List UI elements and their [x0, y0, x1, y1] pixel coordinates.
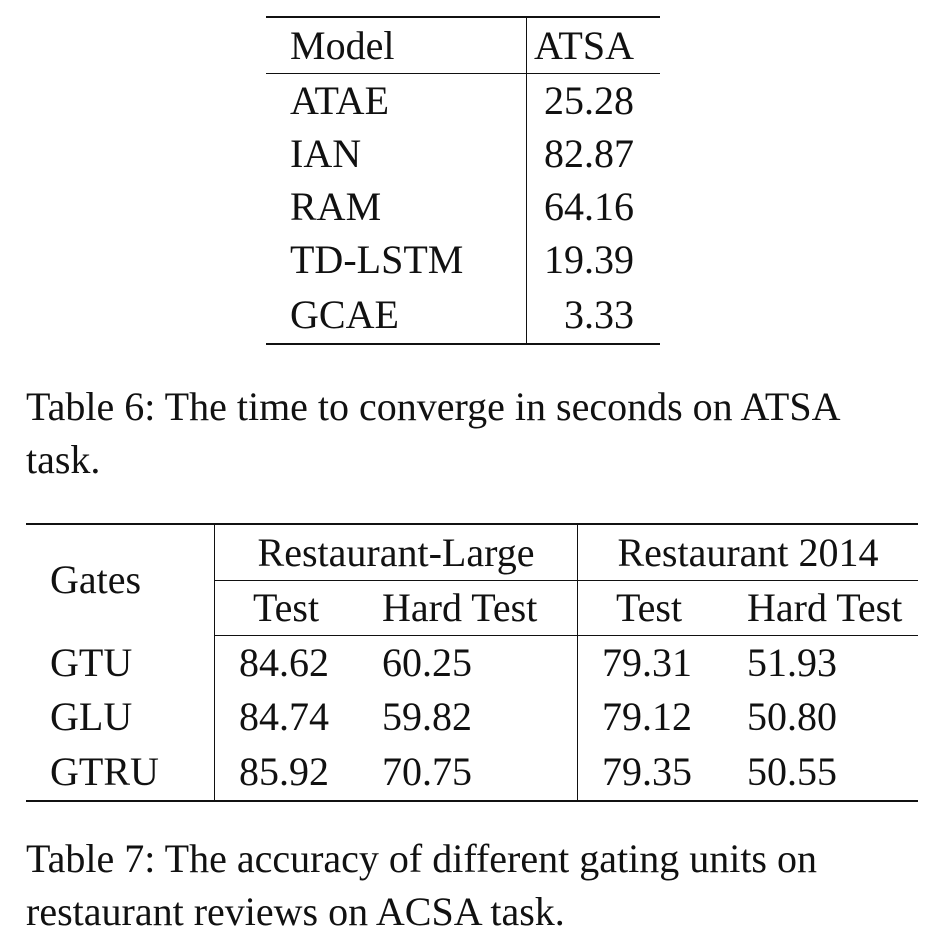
table-7-group-header-row: [26, 524, 918, 581]
caption-line: Table 7: The accuracy of different gating units on: [26, 836, 817, 881]
table-row: [266, 233, 660, 286]
col-header-hard-test: Hard Test: [747, 581, 918, 636]
table-row: [26, 744, 918, 801]
model-cell: RAM: [266, 180, 527, 233]
value-cell-best: 51.93: [747, 640, 837, 685]
table-row: [26, 636, 918, 691]
value-cell: 59.82: [382, 690, 578, 744]
table-row: [266, 180, 660, 233]
col-group-restaurant-2014: Restaurant 2014: [578, 524, 919, 581]
caption-line: Table 6: The time to converge in seconds on ATSA: [26, 384, 841, 429]
atsa-cell: 3.33: [527, 286, 661, 344]
atsa-cell: 82.87: [544, 131, 634, 176]
value-cell: 50.55: [747, 744, 918, 801]
atsa-cell: 64.16: [544, 184, 634, 229]
col-header-atsa: ATSA: [527, 17, 661, 74]
col-header-gates: Gates: [26, 524, 215, 636]
caption-line: task.: [26, 437, 101, 482]
model-cell: IAN: [266, 127, 527, 180]
value-cell: 84.74: [239, 694, 329, 739]
value-cell-best: 70.75: [382, 744, 578, 801]
table-6-header-row: [266, 17, 660, 74]
col-header-model: Model: [266, 17, 527, 74]
table-row: [266, 286, 660, 344]
table-row: [26, 690, 918, 744]
col-header-test: Test: [578, 581, 748, 636]
table-7: [26, 523, 918, 802]
value-cell: 84.62: [239, 640, 329, 685]
model-cell: ATAE: [266, 74, 527, 128]
atsa-cell: 19.39: [544, 237, 634, 282]
value-cell: 50.80: [747, 694, 837, 739]
caption-line: restaurant reviews on ACSA task.: [26, 889, 565, 934]
value-cell-best: 85.92: [215, 744, 383, 801]
gate-cell: GTRU: [26, 744, 215, 801]
value-cell: 79.31: [602, 640, 692, 685]
table-6: [266, 16, 660, 345]
model-cell: TD-LSTM: [266, 233, 527, 286]
value-cell: 60.25: [382, 636, 578, 691]
gate-cell: GTU: [26, 636, 215, 691]
table-7-caption: [26, 832, 817, 938]
value-cell-best: 79.35: [578, 744, 748, 801]
gate-cell: GLU: [26, 690, 215, 744]
table-row: [266, 74, 660, 128]
table-6-caption: [26, 380, 840, 486]
model-cell: GCAE: [266, 286, 527, 344]
col-header-test: Test: [215, 581, 383, 636]
col-group-restaurant-large: Restaurant-Large: [215, 524, 578, 581]
table-row: [266, 127, 660, 180]
col-header-hard-test: Hard Test: [382, 581, 578, 636]
value-cell: 79.12: [602, 694, 692, 739]
atsa-cell: 25.28: [544, 78, 634, 123]
